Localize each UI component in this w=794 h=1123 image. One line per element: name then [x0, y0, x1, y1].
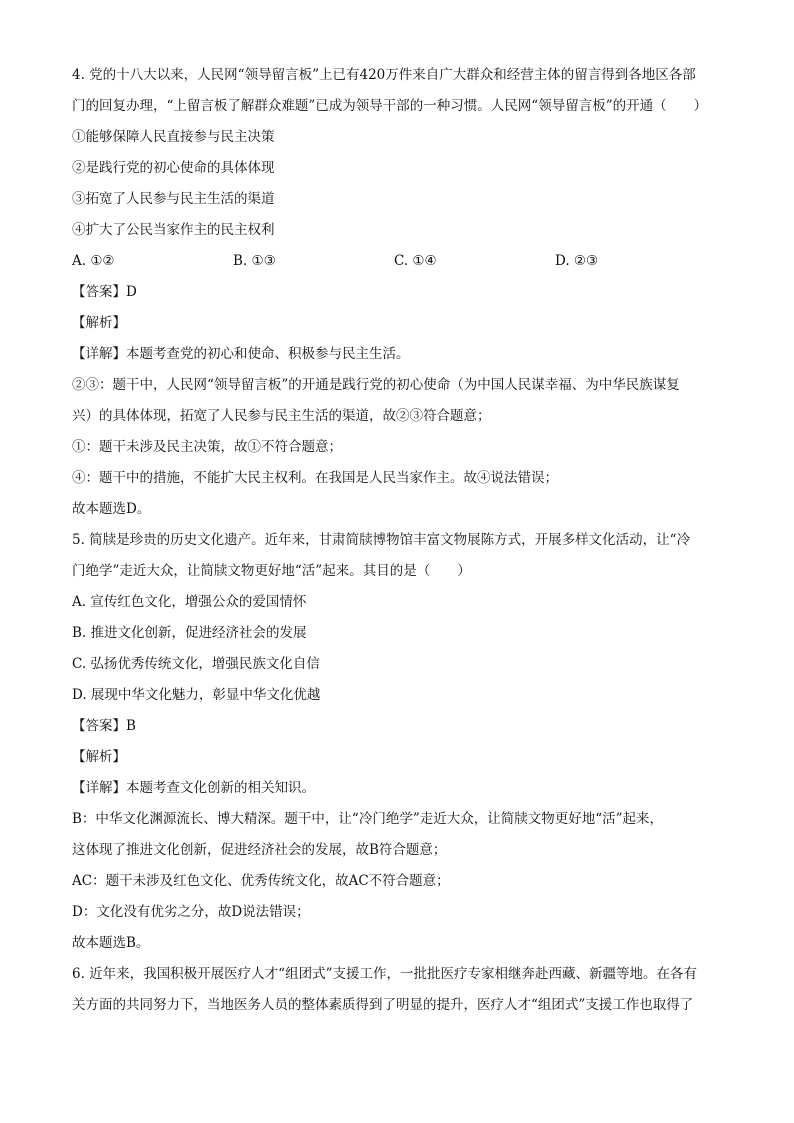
question-4-analysis-line: ①：题干未涉及民主决策，故①不符合题意；	[72, 439, 342, 455]
question-5-option-a: A. 宣传红色文化，增强公众的爱国情怀	[72, 594, 307, 610]
question-5-analysis-line: D：文化没有优劣之分，故D说法错误；	[72, 904, 310, 920]
question-6	[72, 959, 722, 1021]
question-5-analysis-line: B：中华文化渊源流长、博大精深。题干中，让“冷门绝学”走近大众，让简牍文物更好地“活”起来，	[72, 811, 664, 827]
question-4-option-b: B. ①③	[233, 253, 276, 269]
question-4-analysis-label: 【解析】	[72, 315, 126, 331]
question-4-options	[72, 246, 722, 277]
question-5	[72, 525, 722, 959]
question-5-analysis-label: 【解析】	[72, 749, 126, 765]
question-4-stem-line: 4. 党的十八大以来，人民网“领导留言板”上已有420万件来自广大群众和经营主体的留言得到各地区各部	[72, 67, 696, 83]
question-4-option-c: C. ①④	[394, 253, 437, 269]
question-4-analysis-line: 兴）的具体体现，拓宽了人民参与民主生活的渠道，故②③符合题意；	[72, 408, 491, 424]
question-4-statement: ③拓宽了人民参与民主生活的渠道	[72, 191, 275, 207]
question-4-answer: 【答案】D	[72, 284, 137, 300]
question-5-answer: 【答案】B	[72, 718, 136, 734]
question-4-statement: ④扩大了公民当家作主的民主权利	[72, 222, 275, 238]
question-4-option-d: D. ②③	[555, 253, 599, 269]
question-5-stem-line: 5. 简牍是珍贵的历史文化遗产。近年来，甘肃简牍博物馆丰富文物展陈方式，开展多样文化活动，让“冷	[72, 532, 691, 548]
question-5-analysis-line: 【详解】本题考查文化创新的相关知识。	[72, 780, 315, 796]
question-5-option-b: B. 推进文化创新，促进经济社会的发展	[72, 625, 307, 641]
exam-page	[72, 60, 722, 1021]
question-5-option-c: C. 弘扬优秀传统文化，增强民族文化自信	[72, 656, 320, 672]
question-4-statement: ①能够保障人民直接参与民主决策	[72, 129, 275, 145]
question-5-option-d: D. 展现中华文化魅力，彰显中华文化优越	[72, 687, 321, 703]
question-4-analysis-line: ④：题干中的措施，不能扩大民主权利。在我国是人民当家作主。故④说法错误；	[72, 470, 558, 486]
question-5-stem-line: 门绝学”走近大众，让简牍文物更好地“活”起来。其目的是（ ）	[72, 563, 471, 579]
question-4-stem-line: 门的回复办理，“上留言板了解群众难题”已成为领导干部的一种习惯。人民网“领导留言板”的开通（ ）	[72, 98, 708, 114]
question-4	[72, 60, 722, 525]
question-4-statement: ②是践行党的初心使命的具体体现	[72, 160, 275, 176]
question-5-analysis-line: 这体现了推进文化创新，促进经济社会的发展，故B符合题意；	[72, 842, 447, 858]
question-5-analysis-line: 故本题选B。	[72, 935, 150, 951]
question-6-stem-line: 关方面的共同努力下，当地医务人员的整体素质得到了明显的提升，医疗人才“组团式”支援工作也取得了	[72, 997, 694, 1013]
question-4-analysis-line: ②③：题干中，人民网“领导留言板”的开通是践行党的初心使命（为中国人民谋幸福、为中华民族谋复	[72, 377, 680, 393]
question-4-analysis-line: 【详解】本题考查党的初心和使命、积极参与民主生活。	[72, 346, 410, 362]
question-6-stem-line: 6. 近年来，我国积极开展医疗人才“组团式”支援工作，一批批医疗专家相继奔赴西藏、新疆等地。在各有	[72, 966, 697, 982]
question-4-analysis-line: 故本题选D。	[72, 501, 151, 517]
question-4-option-a: A. ①②	[72, 253, 115, 269]
question-5-analysis-line: AC：题干未涉及红色文化、优秀传统文化，故AC不符合题意；	[72, 873, 450, 889]
